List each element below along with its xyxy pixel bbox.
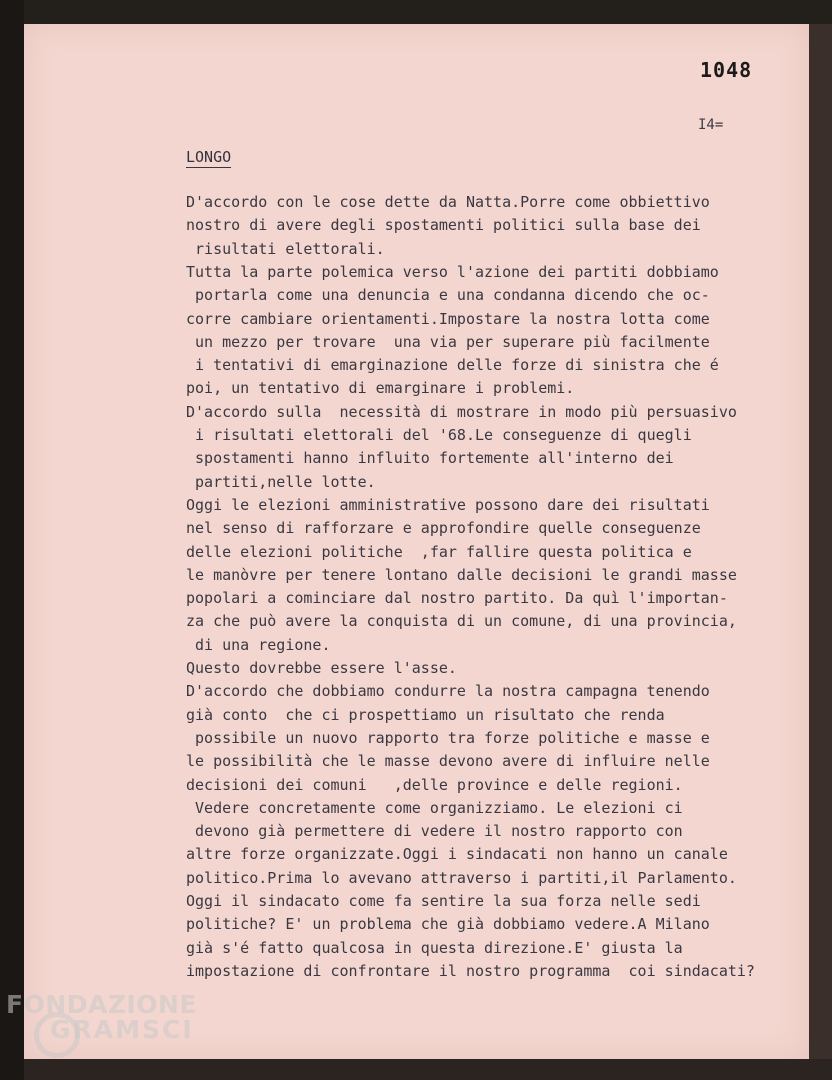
text-line: delle elezioni politiche ,far fallire questa politica e: [186, 543, 692, 561]
text-line: Tutta la parte polemica verso l'azione dei partiti dobbiamo: [186, 263, 719, 281]
text-line: già conto che ci prospettiamo un risultato che renda: [186, 706, 665, 724]
scan-left-band: [0, 0, 24, 1080]
text-line: Oggi il sindacato come fa sentire la sua forza nelle sedi: [186, 892, 701, 910]
text-line: i tentativi di emarginazione delle forze di sinistra che é: [186, 356, 719, 374]
watermark-line-2: GRAMSCI: [50, 1015, 194, 1044]
page-mark: I4=: [698, 117, 724, 133]
text-line: Vedere concretamente come organizziamo. Le elezioni ci: [186, 799, 683, 817]
text-line: corre cambiare orientamenti.Impostare la nostra lotta come: [186, 310, 710, 328]
text-line: risultati elettorali.: [186, 240, 385, 258]
text-line: altre forze organizzate.Oggi i sindacati non hanno un canale: [186, 845, 728, 863]
text-line: za che può avere la conquista di un comune, di una provincia,: [186, 612, 737, 630]
text-line: popolari a cominciare dal nostro partito. Da quì l'importan-: [186, 589, 728, 607]
text-line: decisioni dei comuni ,delle province e delle regioni.: [186, 776, 683, 794]
text-line: impostazione di confrontare il nostro programma coi sindacati?: [186, 962, 755, 980]
text-line: politiche? E' un problema che già dobbiamo vedere.A Milano: [186, 915, 710, 933]
text-line: possibile un nuovo rapporto tra forze politiche e masse e: [186, 729, 710, 747]
text-line: D'accordo sulla necessità di mostrare in modo più persuasivo: [186, 403, 737, 421]
text-line: nostro di avere degli spostamenti politici sulla base dei: [186, 216, 701, 234]
watermark-line-1: FONDAZIONE: [6, 990, 198, 1019]
text-line: D'accordo che dobbiamo condurre la nostra campagna tenendo: [186, 682, 710, 700]
text-line: devono già permettere di vedere il nostro rapporto con: [186, 822, 683, 840]
text-line: poi, un tentativo di emarginare i problemi.: [186, 379, 575, 397]
text-line: le manòvre per tenere lontano dalle decisioni le grandi masse: [186, 566, 737, 584]
text-line: un mezzo per trovare una via per superare più facilmente: [186, 333, 710, 351]
text-line: già s'é fatto qualcosa in questa direzione.E' giusta la: [186, 939, 683, 957]
text-line: di una regione.: [186, 636, 331, 654]
text-line: nel senso di rafforzare e approfondire quelle conseguenze: [186, 519, 701, 537]
page-number: 1048: [700, 58, 753, 82]
scan-right-edge: [809, 24, 832, 1080]
scan-bottom-edge: [24, 1059, 832, 1080]
text-line: portarla come una denuncia e una condanna dicendo che oc-: [186, 286, 710, 304]
text-line: i risultati elettorali del '68.Le conseguenze di quegli: [186, 426, 692, 444]
text-line: politico.Prima lo avevano attraverso i partiti,il Parlamento.: [186, 869, 737, 887]
scan-top-band: [0, 0, 832, 26]
text-line: D'accordo con le cose dette da Natta.Porre come obbiettivo: [186, 193, 710, 211]
watermark-logo-icon: [34, 1012, 80, 1058]
speaker-heading: LONGO: [186, 148, 232, 166]
text-line: spostamenti hanno influito fortemente all'interno dei: [186, 449, 674, 467]
text-line: Questo dovrebbe essere l'asse.: [186, 659, 457, 677]
text-line: partiti,nelle lotte.: [186, 473, 376, 491]
text-line: Oggi le elezioni amministrative possono dare dei risultati: [186, 496, 710, 514]
text-line: le possibilità che le masse devono avere di influire nelle: [186, 752, 710, 770]
